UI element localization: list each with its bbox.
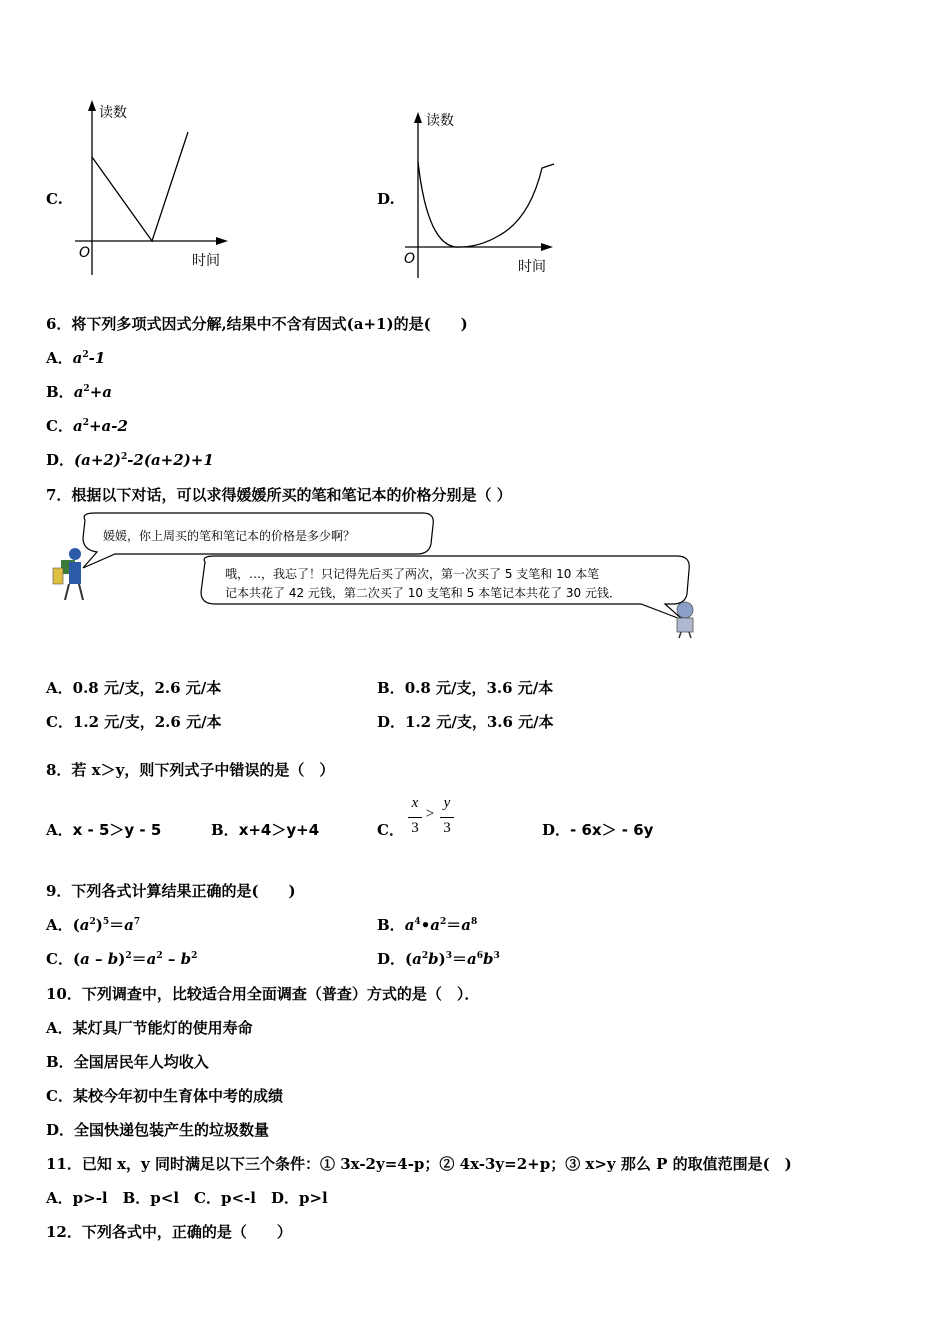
graph-d-origin: O — [404, 251, 416, 267]
q9-option — [377, 948, 500, 969]
arrow-up-icon — [88, 100, 96, 111]
fraction-bar — [440, 817, 454, 818]
option-letter: A． — [46, 679, 73, 697]
option-term: a — [73, 383, 84, 401]
option-letter: B． — [211, 821, 239, 839]
option-rest: +a — [89, 383, 112, 401]
option-exponent: 2 — [82, 350, 89, 360]
q12-stem: 12．下列各式中，正确的是（ ） — [46, 1223, 292, 1241]
graph-d-x-label: 时间 — [518, 259, 546, 275]
option-formula: $(a - b)^2=a^2 - b^2$ — [72, 950, 198, 968]
q8-stem: 8．若 x＞y，则下列式子中错误的是（ ） — [46, 761, 335, 779]
q9-stem: 9．下列各式计算结果正确的是( ) — [46, 882, 296, 900]
q7-option — [377, 711, 554, 732]
option-text: x+4＞y+4 — [238, 821, 320, 839]
option-letter: C． — [46, 417, 73, 435]
option-text: 全国居民年人均收入 — [73, 1053, 209, 1071]
comparison-operator: > — [425, 806, 435, 822]
graph-d — [400, 100, 570, 285]
q9-option — [46, 948, 197, 969]
q7-stem: 7．根据以下对话，可以求得媛媛所买的笔和笔记本的价格分别是（ ） — [46, 486, 512, 504]
q10-stem: 10．下列调查中，比较适合用全面调查（普查）方式的是（ ）． — [46, 985, 480, 1003]
option-c-label: C. — [46, 190, 63, 208]
option-letter: D． — [46, 451, 75, 469]
option-text: x - 5＞y - 5 — [72, 821, 162, 839]
bubble-2-text-line-2: 记本共花了 42 元钱，第二次买了 10 支笔和 5 本笔记本共花了 30 元钱． — [225, 586, 621, 600]
q10-option — [46, 1051, 209, 1072]
option-term: a — [72, 417, 83, 435]
q6-option — [46, 347, 105, 368]
arrow-up-icon — [414, 112, 422, 123]
option-letter: C． — [46, 713, 73, 731]
bubble-1-text: 媛媛，你上周买的笔和笔记本的价格是多少啊？ — [103, 529, 356, 543]
bubble-2-text-line-1: 哦，…，我忘了！只记得先后买了两次，第一次买了 5 支笔和 10 本笔 — [225, 567, 600, 581]
q7-option — [377, 677, 553, 698]
option-d-label: D. — [377, 190, 395, 208]
q8-option-c-letter: C． — [377, 821, 404, 839]
option-formula: $(a^2)^5=a^7$ — [72, 916, 141, 934]
q6-option — [46, 449, 214, 470]
graph-d-curve — [418, 162, 554, 247]
option-letter: D． — [46, 1121, 75, 1139]
option-letter: B． — [46, 383, 74, 401]
option-letter: D． — [377, 713, 406, 731]
q6-stem: 6．将下列多项式因式分解,结果中不含有因式(a+1)的是( ) — [46, 315, 468, 333]
q9-option — [46, 914, 140, 935]
q6-option — [46, 381, 112, 402]
option-letter: D． — [377, 950, 406, 968]
graph-c — [70, 95, 240, 280]
q8-option-a — [46, 819, 161, 840]
option-letter: A． — [46, 349, 73, 367]
option-letter: A． — [46, 821, 73, 839]
option-letter: D． — [542, 821, 571, 839]
q10-option — [46, 1119, 269, 1140]
option-rest: -1 — [88, 349, 106, 367]
boy-figure-icon — [53, 548, 83, 600]
graph-c-x-label: 时间 — [192, 253, 220, 269]
option-exponent: 2 — [82, 418, 89, 428]
option-letter: B． — [377, 916, 405, 934]
q11-options: A．p>-l B．p<l C．p<-l D．p>l — [46, 1189, 328, 1207]
fraction-bar — [408, 817, 422, 818]
option-text: 1.2 元/支，2.6 元/本 — [72, 713, 222, 731]
q8-option-d — [542, 819, 653, 840]
graph-c-curve — [92, 132, 188, 241]
option-text: 0.8 元/支，2.6 元/本 — [72, 679, 222, 697]
arrow-right-icon — [541, 243, 553, 251]
option-exponent: 2 — [120, 452, 128, 462]
graph-d-y-label: 读数 — [426, 113, 454, 129]
fraction-denominator: 3 — [443, 820, 451, 836]
option-text: 1.2 元/支，3.6 元/本 — [405, 713, 554, 731]
q7-option — [46, 711, 222, 732]
option-letter: C． — [46, 950, 73, 968]
option-rest: -2(a+2)+1 — [127, 451, 214, 469]
arrow-right-icon — [216, 237, 228, 245]
option-text: 全国快递包装产生的垃圾数量 — [74, 1121, 270, 1139]
fraction-numerator: y — [443, 795, 451, 811]
graph-c-origin: O — [79, 245, 91, 261]
option-letter: A． — [46, 1019, 73, 1037]
fraction-numerator: x — [411, 795, 419, 811]
option-exponent: 2 — [83, 384, 90, 394]
fraction-denominator: 3 — [411, 820, 419, 836]
option-letter: B． — [377, 679, 405, 697]
option-rest: +a-2 — [88, 417, 128, 435]
option-letter: B． — [46, 1053, 74, 1071]
option-text: 某灯具厂节能灯的使用寿命 — [72, 1019, 253, 1037]
q11-stem: 11．已知 x，y 同时满足以下三个条件：① 3x-2y=4-p；② 4x-3y=2+p；③ x>y 那么 P 的取值范围是( ) — [46, 1155, 792, 1173]
option-text: 某校今年初中生育体中考的成绩 — [72, 1087, 283, 1105]
option-letter: A． — [46, 916, 73, 934]
graph-c-y-label: 读数 — [99, 105, 127, 121]
option-formula: $(a^2b)^3=a^6b^3$ — [405, 950, 500, 968]
option-text: - 6x＞ - 6y — [570, 821, 654, 839]
q9-option — [377, 914, 477, 935]
option-term: a — [72, 349, 83, 367]
option-term: (a+2) — [74, 451, 121, 469]
q7-option — [46, 677, 221, 698]
q10-option — [46, 1085, 283, 1106]
q10-option — [46, 1017, 253, 1038]
option-formula: $a^4•a^2=a^8$ — [404, 916, 478, 934]
option-letter: C． — [46, 1087, 73, 1105]
option-text: 0.8 元/支，3.6 元/本 — [404, 679, 554, 697]
girl-figure-icon — [677, 602, 693, 638]
q6-option — [46, 415, 128, 436]
q8-option-b — [211, 819, 319, 840]
